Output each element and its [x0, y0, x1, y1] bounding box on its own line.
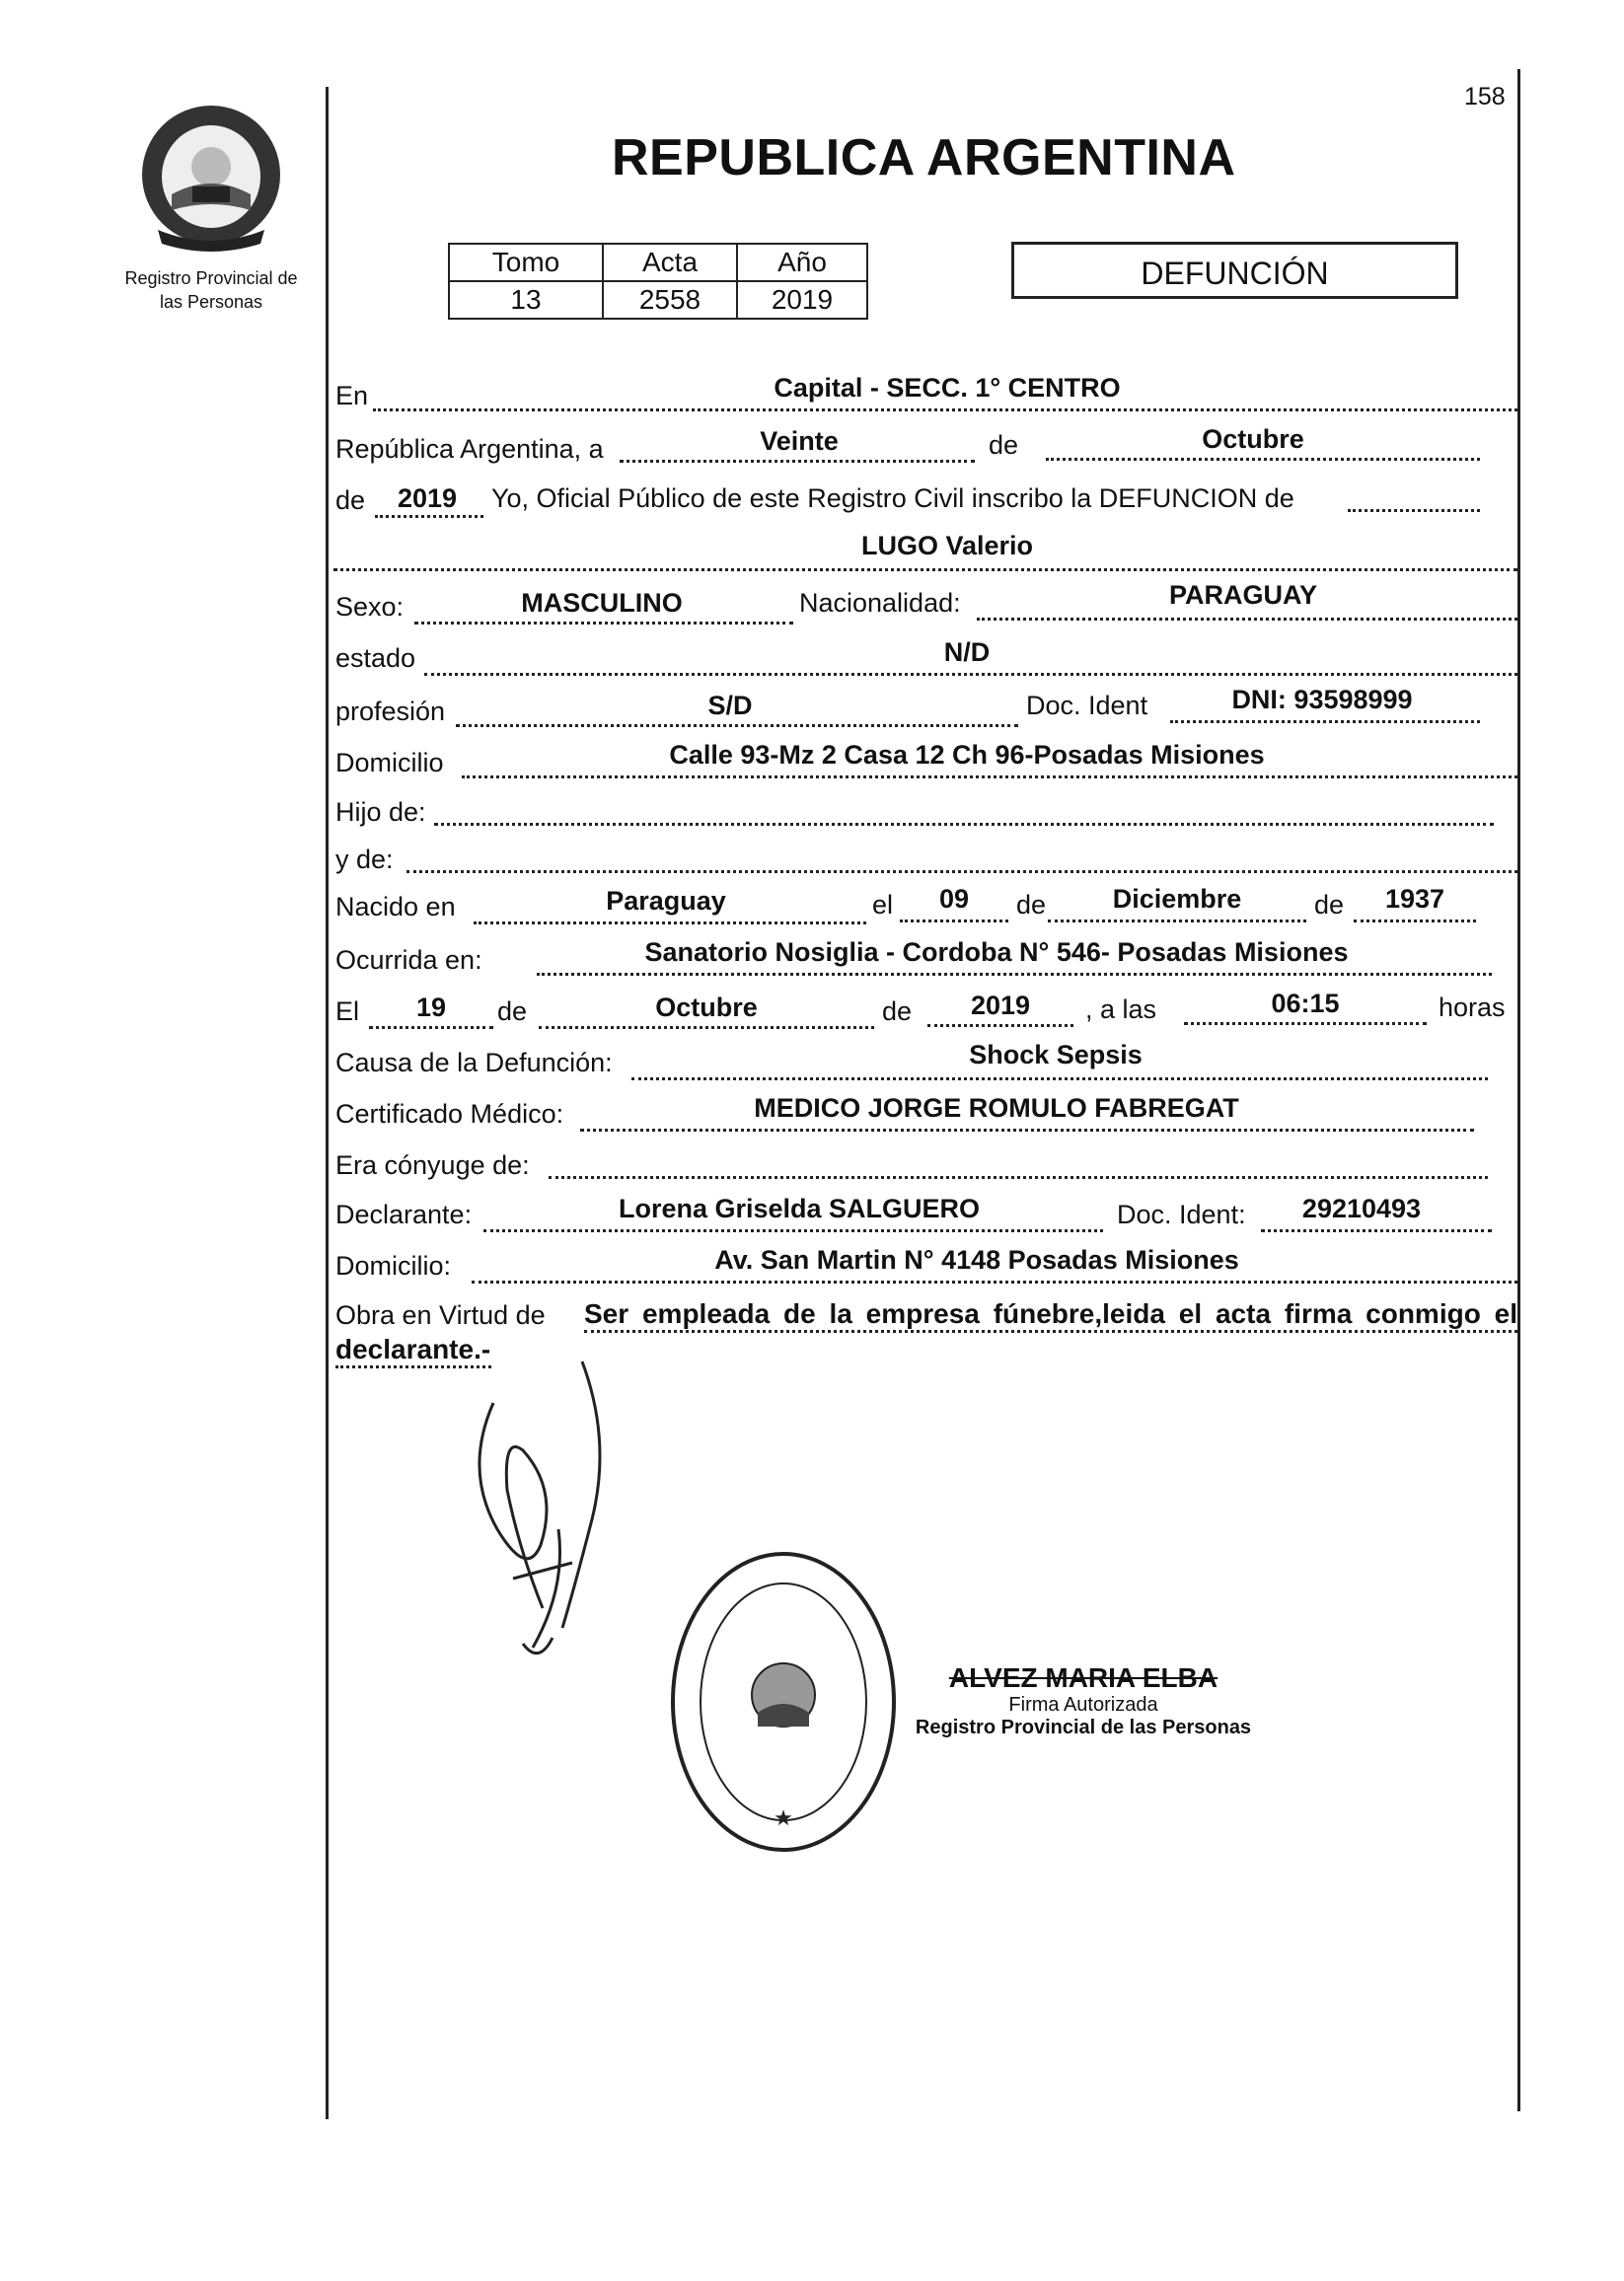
def-mes: Octubre: [655, 993, 758, 1022]
sexo-line: [414, 622, 793, 625]
nac-dia: 09: [938, 884, 970, 914]
profesion-value: S/D: [707, 691, 753, 720]
certificado-line: [580, 1129, 1474, 1132]
a-las-label: , a las: [1085, 994, 1157, 1024]
nacido-label: Nacido en: [335, 892, 456, 921]
svg-text:★: ★: [774, 1805, 793, 1830]
nacionalidad-line: [977, 618, 1517, 621]
province-emblem: [138, 104, 284, 252]
hijo-label: Hijo de:: [335, 797, 426, 827]
estado-value: N/D: [943, 637, 991, 667]
declarant-signature: [464, 1352, 622, 1667]
authorized-name: ALVEZ MARIA ELBA: [948, 1662, 1218, 1693]
en-line: [373, 408, 1517, 411]
doc-ident2-line: [1261, 1229, 1492, 1232]
tomo-value: 13: [449, 281, 603, 319]
inscribo-line: [1348, 509, 1480, 512]
conyuge-line: [549, 1176, 1488, 1179]
registry-line-2: las Personas: [159, 292, 263, 312]
def-mes-line: [539, 1026, 874, 1029]
nacido-value: Paraguay: [606, 886, 726, 916]
hijo-line: [434, 823, 1494, 826]
nacionalidad-label: Nacionalidad:: [799, 588, 961, 618]
sexo-value: MASCULINO: [521, 588, 683, 618]
def-dia: 19: [415, 993, 447, 1022]
declarante-label: Declarante:: [335, 1200, 473, 1229]
nac-mes: Diciembre: [1112, 884, 1242, 914]
nac-de-label-2: de: [1314, 890, 1345, 920]
profesion-label: profesión: [335, 697, 446, 726]
horas-label: horas: [1439, 993, 1506, 1022]
domicilio2-value: Av. San Martin N° 4148 Posadas Misiones: [714, 1245, 1239, 1275]
anio-header: Año: [737, 244, 867, 281]
authorized-role: Firma Autorizada: [1008, 1694, 1158, 1716]
domicilio2-label: Domicilio:: [335, 1251, 452, 1281]
causa-line: [631, 1077, 1488, 1080]
tomo-header: Tomo: [449, 244, 603, 281]
estado-label: estado: [335, 643, 416, 673]
obra-label: Obra en Virtud de: [335, 1300, 546, 1330]
registry-line-1: Registro Provincial de: [124, 268, 298, 288]
nac-anio-line: [1354, 920, 1476, 922]
y-de-line: [406, 870, 1517, 873]
dia-value: Veinte: [760, 426, 839, 456]
certificado-value: MEDICO JORGE ROMULO FABREGAT: [754, 1093, 1239, 1123]
conyuge-label: Era cónyuge de:: [335, 1150, 530, 1180]
obra-line: [584, 1330, 1517, 1333]
doc-ident-value: DNI: 93598999: [1231, 685, 1413, 714]
acta-header: Acta: [603, 244, 737, 281]
republica-label: República Argentina, a: [335, 434, 604, 464]
def-anio-line: [927, 1024, 1073, 1027]
left-margin-line: [326, 87, 329, 2119]
domicilio-value: Calle 93-Mz 2 Casa 12 Ch 96-Posadas Misiones: [669, 740, 1265, 770]
anio-value: 2019: [737, 281, 867, 319]
mes-line: [1046, 458, 1480, 461]
def-dia-line: [369, 1026, 493, 1029]
sexo-label: Sexo:: [335, 592, 405, 622]
mes-value: Octubre: [1202, 424, 1304, 454]
el-label: el: [872, 890, 894, 920]
inscribo-text: Yo, Oficial Público de este Registro Civil inscribo la DEFUNCION de: [491, 483, 1294, 513]
ocurrida-value: Sanatorio Nosiglia - Cordoba N° 546- Posadas Misiones: [644, 937, 1349, 967]
right-margin-line: [1517, 69, 1520, 2111]
name-line: [333, 568, 1517, 571]
de-year-label: de: [335, 485, 366, 515]
en-label: En: [335, 381, 369, 410]
domicilio2-line: [472, 1281, 1517, 1284]
def-de-label-1: de: [497, 996, 528, 1026]
de-label: de: [989, 430, 1019, 460]
nac-dia-line: [900, 920, 1008, 922]
doc-ident2-label: Doc. Ident:: [1117, 1200, 1246, 1229]
en-value: Capital - SECC. 1° CENTRO: [774, 373, 1121, 403]
El-label: El: [335, 996, 360, 1026]
def-de-label-2: de: [882, 996, 913, 1026]
ocurrida-line: [537, 973, 1492, 976]
doc-ident2-value: 29210493: [1301, 1194, 1422, 1223]
profesion-line: [456, 724, 1018, 727]
doc-ident-line: [1170, 720, 1480, 723]
registry-name: [103, 266, 320, 314]
acta-value: 2558: [603, 281, 737, 319]
causa-label: Causa de la Defunción:: [335, 1048, 613, 1077]
obra-value: Ser empleada de la empresa fúnebre,leida el acta firma conmigo el: [584, 1298, 1517, 1329]
obra-value-2: declarante.-: [335, 1334, 491, 1364]
doc-ident-label: Doc. Ident: [1026, 691, 1148, 720]
y-de-label: y de:: [335, 845, 394, 874]
deceased-name: LUGO Valerio: [860, 531, 1034, 560]
nac-de-label-1: de: [1016, 890, 1047, 920]
declarante-value: Lorena Griselda SALGUERO: [618, 1194, 981, 1223]
def-hora: 06:15: [1271, 989, 1340, 1018]
nacido-line: [474, 921, 866, 924]
declarante-line: [483, 1229, 1103, 1232]
page-number: 158: [1464, 83, 1506, 110]
nac-mes-line: [1048, 920, 1306, 922]
document-title: REPUBLICA ARGENTINA: [612, 129, 1236, 186]
record-type-box: DEFUNCIÓN: [1011, 242, 1458, 299]
def-anio: 2019: [970, 991, 1031, 1020]
authorized-signer: [906, 1662, 1261, 1739]
def-hora-line: [1184, 1022, 1427, 1025]
domicilio-line: [462, 775, 1517, 778]
dia-line: [620, 460, 975, 463]
delegation-seal: [667, 1547, 900, 1857]
year-value: 2019: [397, 483, 458, 513]
nac-anio: 1937: [1384, 884, 1445, 914]
year-line: [375, 515, 483, 518]
authorized-office: Registro Provincial de las Personas: [915, 1717, 1252, 1738]
record-table: [448, 243, 868, 320]
causa-value: Shock Sepsis: [969, 1040, 1143, 1069]
ocurrida-label: Ocurrida en:: [335, 945, 482, 975]
domicilio-label: Domicilio: [335, 748, 444, 777]
estado-line: [424, 673, 1517, 676]
certificado-label: Certificado Médico:: [335, 1099, 564, 1129]
nacionalidad-value: PARAGUAY: [1168, 580, 1318, 610]
